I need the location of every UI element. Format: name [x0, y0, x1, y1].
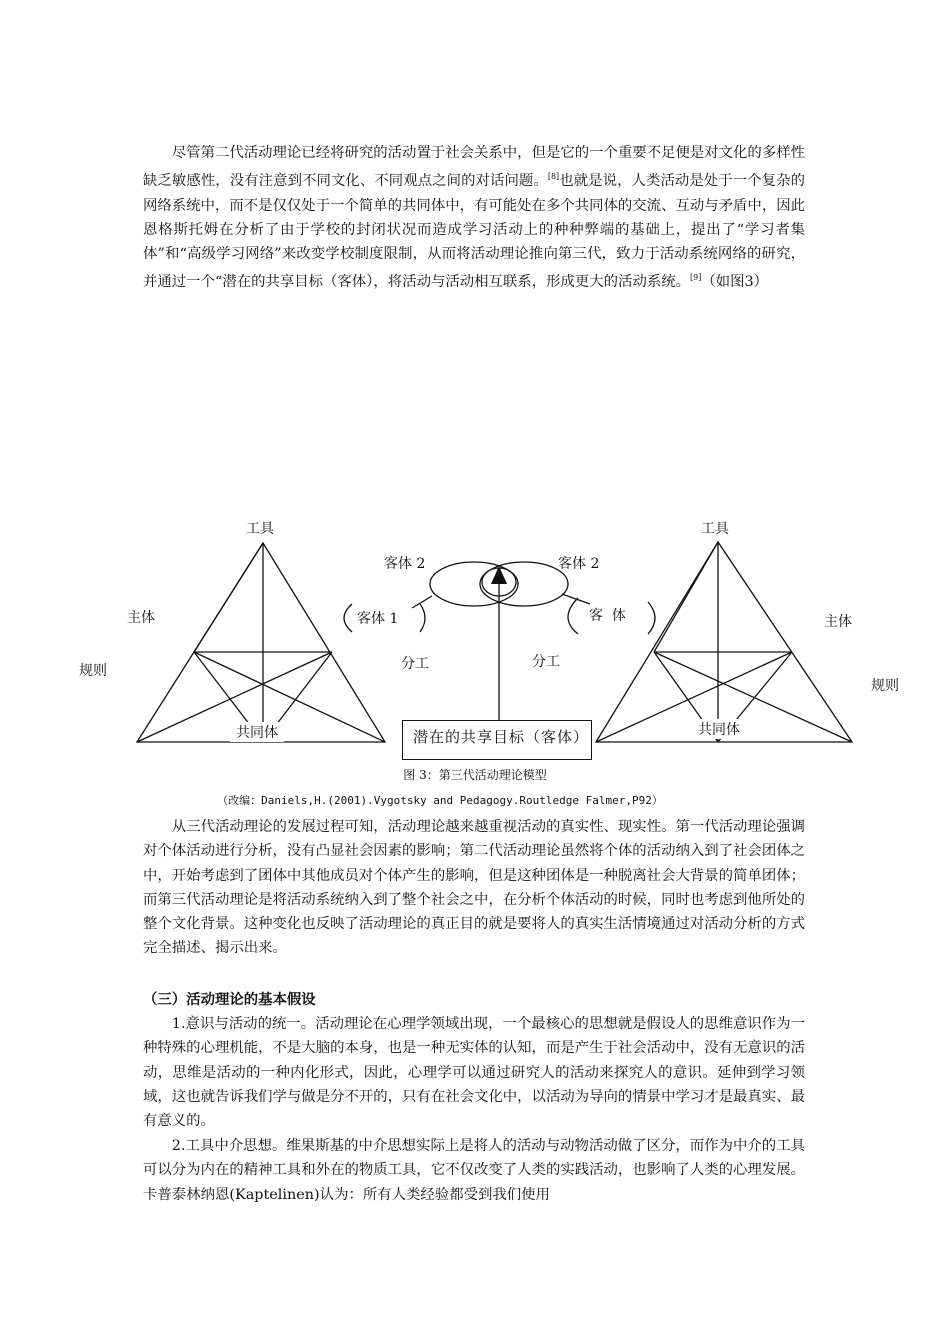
object-right-label: 客 体	[589, 608, 626, 624]
right-tool-label: 工具	[701, 521, 729, 537]
division-right-label: 分工	[532, 654, 560, 670]
left-tool-label: 工具	[246, 521, 274, 537]
reference-9: [9]	[690, 273, 702, 283]
paragraph-2: 从三代活动理论的发展过程可知，活动理论越来越重视活动的真实性、现实性。第一代活动理论强调对个体活动进行分析，没有凸显社会因素的影响；第二代活动理论虽然将个体的活动纳入到了社会团体之中，开始考虑到了团体中其他成员对个体产生的影响，但是这种团体是一种脱离社会大背景的简单团体；而第三代活动理论是将活动系统纳入到了整个社会之中，在分析个体活动的时候，同时也考虑到他所处的整个文化背景。这种变化也反映了活动理论的真正目的就是要将人的真实生活情境通过对活动分析的方式完全描述、揭示出来。	[143, 819, 805, 957]
paragraph-4: 2.工具中介思想。维果斯基的中介思想实际上是将人的活动与动物活动做了区分，而作为中介的工具可以分为内在的精神工具和外在的物质工具，它不仅改变了人类的实践活动，也影响了人类的心理发展。卡普泰林纳恩(Kaptelinen)认为：所有人类经验都受到我们使用	[143, 1138, 805, 1203]
object1-bracket	[344, 604, 352, 632]
object2-right-label: 客体 2	[558, 556, 600, 572]
left-subject-label: 主体	[127, 610, 155, 626]
division-left-label: 分工	[401, 656, 429, 672]
left-activity-triangle	[137, 543, 385, 742]
left-rules-label: 规则	[79, 663, 107, 679]
shared-goal-box	[402, 720, 592, 760]
paragraph-3: 1.意识与活动的统一。活动理论在心理学领域出现，一个最核心的思想就是假设人的思维意识作为一种特殊的心理机能，不是大脑的本身，也是一种无实体的认知，而是产生于社会活动中，没有无意识的活动，思维是活动的一种内化形式，因此，心理学可以通过研究人的活动来探究人的意识。延伸到学习领域，这也就告诉我们学与做是分不开的，只有在社会文化中，以活动为导向的情景中学习才是最真实、最有意义的。	[143, 1016, 805, 1130]
left-community-label: 共同体	[230, 722, 284, 742]
section-heading: （三）活动理论的基本假设	[143, 992, 316, 1008]
figure-caption: 图 3：第三代活动理论模型	[403, 768, 547, 782]
figure-source: （改编：Daniels,H.(2001).Vygotsky and Pedagogy.Routledge Falmer,P92）	[217, 794, 663, 807]
intro-text: 尽管第二代活动理论已经将研究的活动置于社会关系中，但是它的一个重要不足便是对文化的多样性缺乏敏感性，没有注意到不同文化、不同观点之间的对话问题。	[143, 145, 805, 190]
intro-paragraph	[143, 141, 805, 295]
right-rules-label: 规则	[871, 678, 899, 694]
object1-label: 客体 1	[357, 611, 399, 627]
right-activity-triangle	[596, 542, 852, 742]
reference-8: [8]	[547, 172, 560, 182]
shared-goal-label: 潜在的共享目标（客体）	[413, 728, 590, 746]
object2-left-label: 客体 2	[384, 556, 426, 572]
intro-text-end: （如图3）	[701, 274, 769, 291]
right-subject-label: 主体	[824, 614, 852, 630]
object-right-bracket	[568, 598, 578, 634]
intro-text-mid: 也就是说，人类活动是处于一个复杂的网络系统中，而不是仅仅处于一个简单的共同体中，有可能处在多个共同体的交流、互动与矛盾中，因此恩格斯托姆在分析了由于学校的封闭状况而造成学习活动上的种种弊端的基础上，提出了“学习者集体”和“高级学习网络”来改变学校制度限制，从而将活动理论推向第三代，致力于活动系统网络的研究，并通过一个“潜在的共享目标（客体），将活动与活动相互联系，形成更大的活动系统。	[143, 173, 805, 291]
right-community-label: 共同体	[692, 719, 746, 739]
